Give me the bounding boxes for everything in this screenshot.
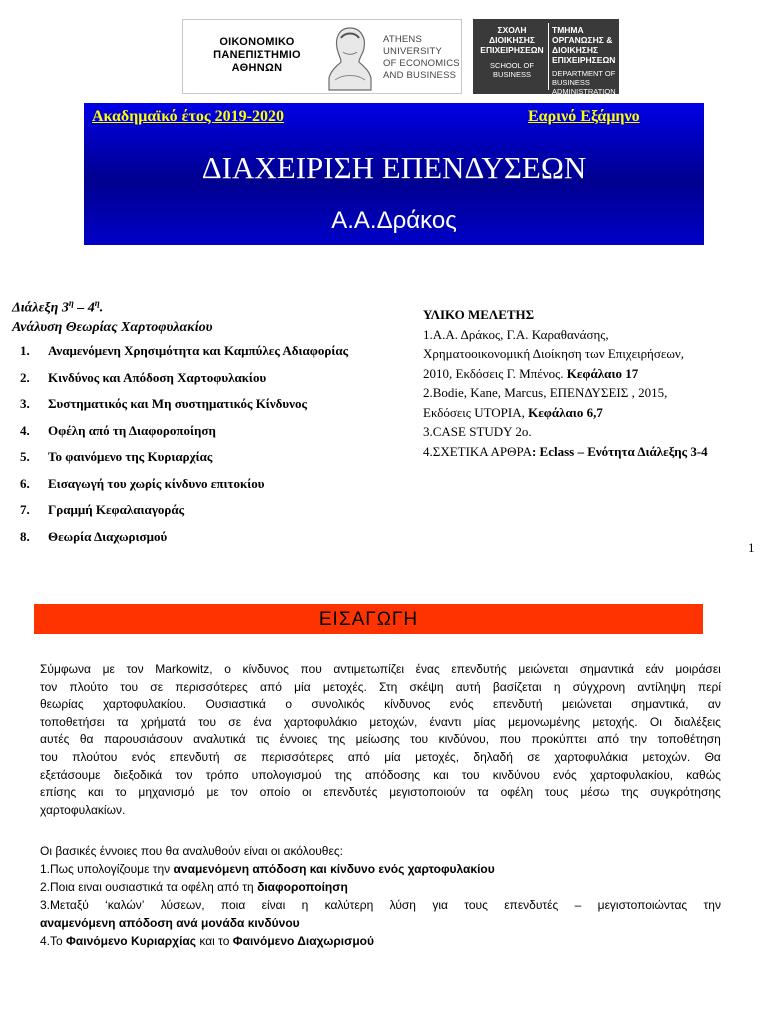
aueb-greek-line: ΑΘΗΝΩΝ	[231, 62, 283, 74]
course-title: ΔΙΑΧΕΙΡΙΣΗ ΕΠΕΝΔΥΣΕΩΝ	[201, 150, 587, 185]
aueb-logo	[182, 19, 462, 94]
dept-greek-line: ΟΡΓΑΝΩΣΗΣ &	[552, 35, 613, 45]
hermes-bust-icon	[321, 22, 379, 92]
page-number: 1	[748, 540, 755, 555]
concept-item-continued: αναμενόμενη απόδοση ανά μονάδα κινδύνου	[40, 916, 300, 930]
key-concepts	[40, 842, 721, 950]
dept-english-line: DEPARTMENT OF	[552, 69, 616, 78]
dept-greek-line: ΤΜΗΜΑ	[552, 25, 584, 35]
dept-english-line: BUSINESS	[552, 78, 590, 87]
concepts-heading: Οι βασικές έννοιες που θα αναλυθούν είναι οι ακόλουθες:	[40, 844, 343, 858]
paragraph-line: θεωρίας χαρτοφυλακίου. Ουσιαστικά ο συνολικός κίνδυνος ενός επενδυτή μειώνεται σημαντικά, αν	[40, 697, 721, 712]
paragraph-line: αυτές θα παρουσιάσουν αναλυτικά τις έννοιες της μείωσης του κινδύνου, που προκύπτει από την τοποθέτηση	[40, 732, 721, 747]
paragraph-line: χαρτοφυλακίων.	[40, 802, 126, 817]
concept-item: 4.Το Φαινόμενο Κυριαρχίας και το Φαινόμενο Διαχωρισμού	[40, 934, 374, 948]
paragraph-line: επίσης και το μηχανισμό με τον οποίο οι επενδυτές μεγιστοποιούν τα οφέλη τους μέσω της συγκρότησης	[40, 785, 721, 800]
study-line: Εκδόσεις UTOPIA, Κεφάλαιο 6,7	[423, 404, 603, 420]
dept-english-line: ADMINISTRATION	[552, 87, 616, 96]
paragraph-line: τοποθετήσει τα χρήματά του σε ένα χαρτοφυλάκιο μετοχών, έναντι μίας μεμονωμένης μετοχής. Οι διαλέξεις	[40, 714, 721, 729]
intro-paragraph	[40, 661, 721, 819]
aueb-greek-line: ΟΙΚΟΝΟΜΙΚΟ	[219, 36, 295, 48]
school-greek-line: ΕΠΙΧΕΙΡΗΣΕΩΝ	[480, 45, 544, 55]
aueb-english-name	[383, 34, 463, 82]
academic-year: Ακαδημαϊκό έτος 2019-2020	[92, 108, 284, 125]
author-name: Α.Α.Δράκος	[331, 207, 457, 234]
study-line: 4.ΣΧΕΤΙΚΑ ΑΡΘΡΑ: Eclass – Ενότητα Διάλεξης 3-4	[423, 443, 708, 459]
lecture-subject: Ανάλυση Θεωρίας Χαρτοφυλακίου	[12, 319, 213, 335]
school-english-line: SCHOOL OF	[490, 61, 534, 70]
department-name	[552, 25, 616, 96]
aueb-english-line: OF ECONOMICS	[383, 58, 460, 69]
study-heading: ΥΛΙΚΟ ΜΕΛΕΤΗΣ	[423, 307, 535, 322]
concept-item: 3.Μεταξύ ‘καλών’ λύσεων, ποια είναι η καλύτερη λύση για τους επενδυτές – μεγιστοποιώντας την	[40, 898, 721, 912]
study-line: 2010, Εκδόσεις Γ. Μπένος. Κεφάλαιο 17	[423, 365, 639, 381]
aueb-english-line: ATHENS UNIVERSITY	[383, 34, 443, 57]
study-material	[423, 305, 763, 461]
concept-item: 2.Ποια ειναι ουσιαστικά τα οφέλη από τη διαφοροποίηση	[40, 880, 348, 894]
aueb-greek-line: ΠΑΝΕΠΙΣΤΗΜΙΟ	[213, 49, 301, 61]
school-greek-line: ΣΧΟΛΗ	[497, 25, 527, 35]
dept-greek-line: ΔΙΟΙΚΗΣΗΣ	[552, 45, 599, 55]
study-line: 1.Α.Α. Δράκος, Γ.Α. Καραθανάσης,	[423, 326, 609, 342]
paragraph-line: Σύμφωνα με τον Markowitz, ο κίνδυνος που αντιμετωπίζει ένας επενδυτής μειώνεται σημαντικά εάν μοιράσει	[40, 662, 721, 676]
paragraph-line: του πλούτου ενός επενδυτή σε περισσότερες από μία μετοχές, δηλαδή σε χαρτοφυλάκια μετοχών. Θα	[40, 749, 721, 764]
concept-item: 1.Πως υπολογίζουμε την αναμενόμενη απόδοση και κίνδυνο ενός χαρτοφυλακίου	[40, 862, 495, 876]
paragraph-line: τον πλούτο του σε περισσότερες από μία μετοχές. Στη σκέψη αυτή βασίζεται η σύγχρονη αντίληψη περί	[40, 679, 721, 694]
lecture-heading	[12, 294, 212, 337]
school-english-line: BUSINESS	[493, 70, 531, 79]
lecture-number: Διάλεξη $3^\eta - 4^\eta$.	[12, 298, 104, 316]
aueb-english-line: AND BUSINESS	[383, 70, 457, 81]
school-name	[479, 25, 545, 79]
semester: Εαρινό Εξάμηνο	[528, 108, 640, 125]
logo-divider	[548, 23, 549, 90]
study-line: Χρηματοοικονομική Διοίκηση των Επιχειρήσεων,	[423, 346, 685, 361]
school-department-logo	[473, 19, 619, 94]
school-greek-line: ΔΙΟΙΚΗΣΗΣ	[488, 35, 536, 45]
paragraph-line: εξετάσουμε διεξοδικά τον τρόπο υπολογισμού της απόδοσης και του κινδύνου ενός χαρτοφυλακίου, καθώς	[40, 767, 721, 782]
dept-greek-line: ΕΠΙΧΕΙΡΗΣΕΩΝ	[552, 55, 616, 65]
study-line: 3.CASE STUDY 2ο.	[423, 424, 532, 439]
intro-title: ΕΙΣΑΓΩΓΗ	[318, 609, 419, 630]
study-line: 2.Bodie, Kane, Marcus, ΕΠΕΝΔΥΣΕΙΣ , 2015,	[423, 385, 668, 400]
aueb-greek-name	[191, 36, 323, 75]
